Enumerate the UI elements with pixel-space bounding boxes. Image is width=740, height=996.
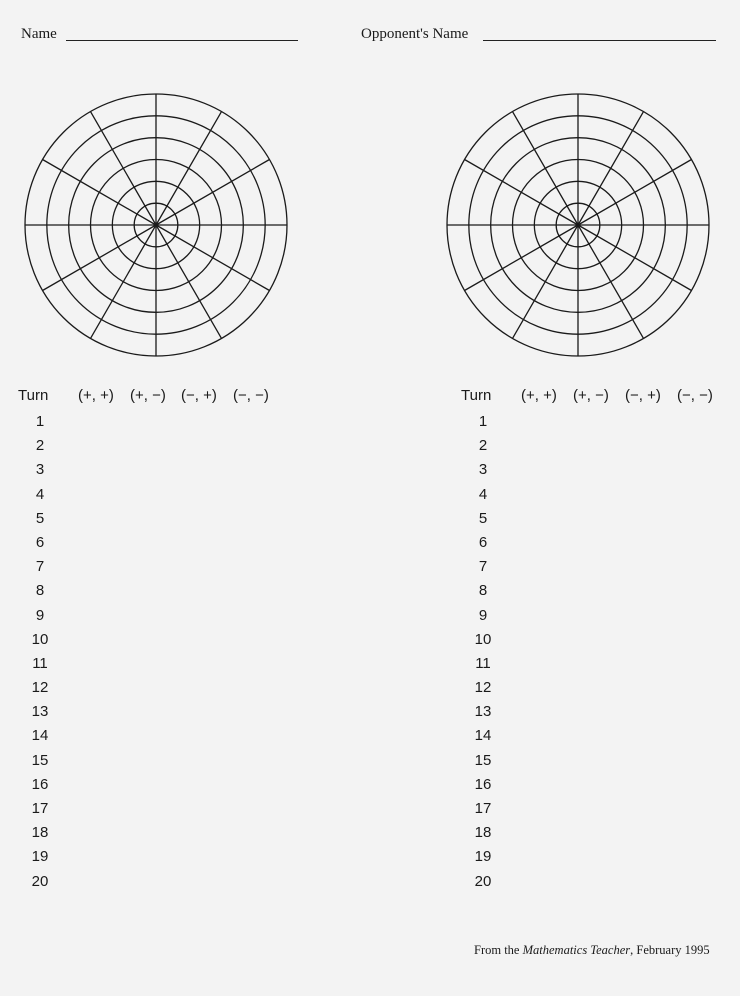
column-header-mm: (−, −) xyxy=(233,387,269,404)
grid-spoke xyxy=(465,160,578,226)
grid-spoke xyxy=(91,225,157,338)
player-turn-list xyxy=(20,410,60,894)
name-label: Name xyxy=(21,26,57,42)
turn-number: 2 xyxy=(478,437,488,455)
turn-number: 13 xyxy=(474,703,492,721)
turn-number: 20 xyxy=(31,872,49,890)
turn-number: 4 xyxy=(35,485,45,503)
turn-number: 15 xyxy=(474,751,492,769)
turn-number: 16 xyxy=(474,775,492,793)
opponent-name-label: Opponent's Name xyxy=(361,26,469,42)
grid-spoke xyxy=(156,160,269,226)
grid-spoke xyxy=(578,225,644,338)
grid-spoke xyxy=(91,112,157,225)
turn-number: 6 xyxy=(35,533,45,551)
grid-spoke xyxy=(513,225,579,338)
turn-number: 7 xyxy=(35,558,45,576)
source-prefix: From the xyxy=(474,943,523,957)
opponent-turn-list xyxy=(463,410,503,894)
column-header-pp: (+, +) xyxy=(78,387,114,404)
column-header-mm: (−, −) xyxy=(677,387,713,404)
turn-number: 2 xyxy=(35,437,45,455)
turn-number: 13 xyxy=(31,703,49,721)
turn-number: 16 xyxy=(31,775,49,793)
grid-spoke xyxy=(578,112,644,225)
column-header-mp: (−, +) xyxy=(625,387,661,404)
turn-number: 1 xyxy=(35,413,45,430)
turn-number: 19 xyxy=(31,848,49,866)
name-field[interactable] xyxy=(66,40,298,41)
turn-number: 6 xyxy=(478,533,488,551)
player-polar-grid[interactable] xyxy=(21,90,291,360)
turn-number: 14 xyxy=(31,727,49,745)
turn-number: 1 xyxy=(478,413,488,430)
column-header-pm: (+, −) xyxy=(573,387,609,404)
grid-spoke xyxy=(156,112,222,225)
turn-number: 12 xyxy=(31,679,49,697)
turn-number: 4 xyxy=(478,485,488,503)
turn-number: 17 xyxy=(31,800,49,817)
turn-number: 5 xyxy=(478,509,488,527)
grid-spoke xyxy=(578,160,691,226)
grid-spoke xyxy=(156,225,222,338)
turn-number: 3 xyxy=(478,461,488,479)
source-suffix: , February 1995 xyxy=(630,943,710,957)
grid-spoke xyxy=(43,225,156,291)
turn-number: 10 xyxy=(31,630,49,648)
turn-number: 18 xyxy=(474,824,492,842)
column-header-pp: (+, +) xyxy=(521,387,557,404)
grid-spoke xyxy=(43,160,156,226)
column-header-mp: (−, +) xyxy=(181,387,217,404)
turn-number: 19 xyxy=(474,848,492,866)
turn-number: 3 xyxy=(35,461,45,479)
opponent-polar-grid[interactable] xyxy=(443,90,713,360)
turn-number: 8 xyxy=(478,582,488,600)
turn-number: 10 xyxy=(474,630,492,648)
turn-number: 9 xyxy=(35,606,45,624)
turn-number: 14 xyxy=(474,727,492,745)
turn-number: 11 xyxy=(32,654,48,672)
turn-number: 7 xyxy=(478,558,488,576)
turn-number: 20 xyxy=(474,872,492,890)
grid-spoke xyxy=(513,112,579,225)
turn-number: 5 xyxy=(35,509,45,527)
source-credit xyxy=(474,943,710,958)
column-header-pm: (+, −) xyxy=(130,387,166,404)
turn-header: Turn xyxy=(18,387,49,404)
journal-name: Mathematics Teacher xyxy=(522,943,631,957)
turn-number: 18 xyxy=(31,824,49,842)
grid-spoke xyxy=(578,225,691,291)
turn-number: 9 xyxy=(478,606,488,624)
turn-number: 11 xyxy=(475,654,491,672)
opponent-name-field[interactable] xyxy=(483,40,716,41)
turn-number: 17 xyxy=(474,800,492,817)
turn-header: Turn xyxy=(461,387,492,404)
turn-number: 12 xyxy=(474,679,492,697)
grid-spoke xyxy=(465,225,578,291)
turn-number: 15 xyxy=(31,751,49,769)
grid-spoke xyxy=(156,225,269,291)
turn-number: 8 xyxy=(35,582,45,600)
